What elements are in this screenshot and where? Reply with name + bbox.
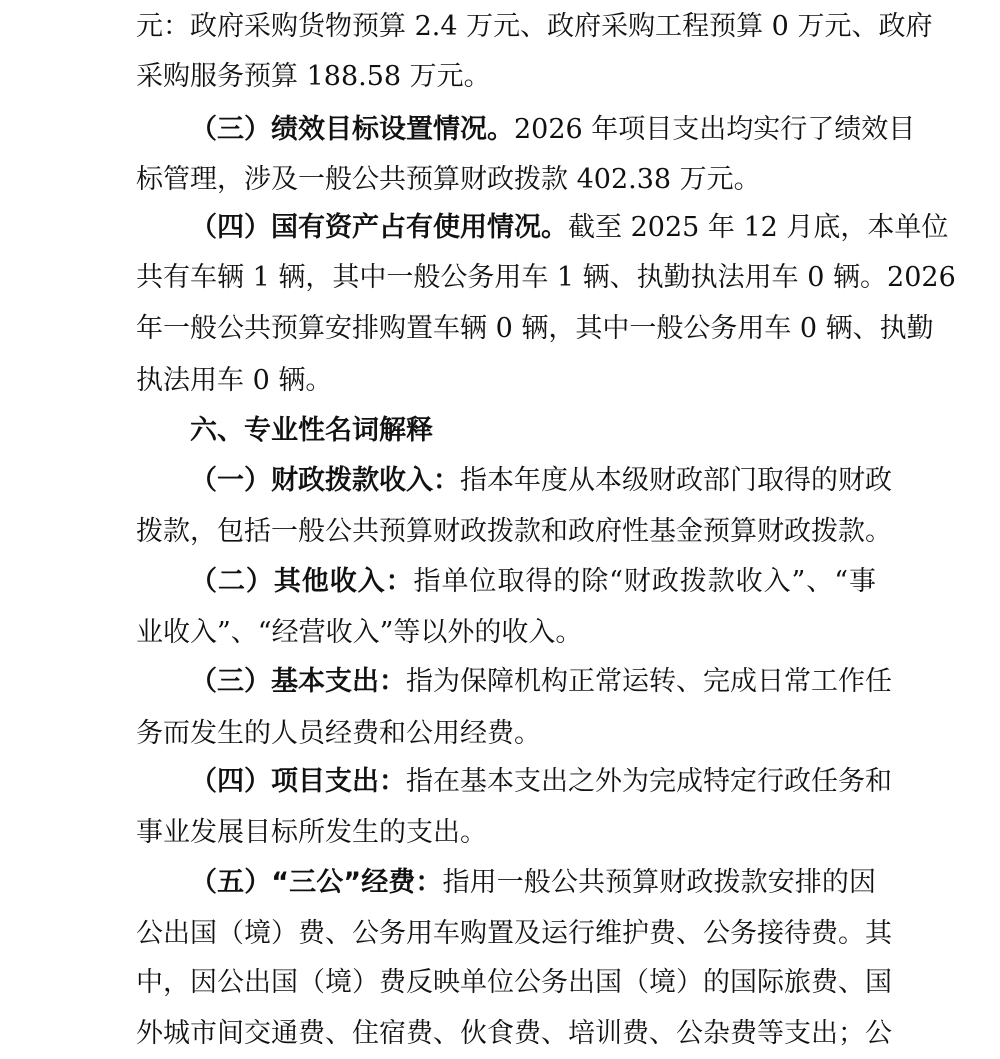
paragraph-line bbox=[190, 105, 916, 155]
line-text: 指为保障机构正常运转、完成日常工作任 bbox=[406, 666, 892, 697]
line-text: 外城市间交通费、住宿费、伙食费、培训费、公杂费等支出；公 bbox=[136, 1018, 892, 1049]
paragraph-line bbox=[136, 1009, 892, 1059]
line-text: 指用一般公共预算财政拨款安排的因 bbox=[442, 867, 876, 898]
paragraph-line bbox=[190, 456, 892, 506]
term-project-expenditure: （四）项目支出： bbox=[190, 766, 406, 797]
section-heading bbox=[190, 406, 876, 456]
paragraph-line bbox=[136, 808, 876, 858]
line-text: 指单位取得的除“财政拨款收入”、“事 bbox=[413, 566, 876, 597]
paragraph-line bbox=[190, 203, 949, 253]
paragraph-line bbox=[136, 304, 934, 354]
line-text: 2026 年项目支出均实行了绩效目 bbox=[514, 114, 916, 145]
line-text: 共有车辆 1 辆，其中一般公务用车 1 辆、执勤执法用车 0 辆。2026 bbox=[136, 262, 956, 293]
paragraph-line bbox=[136, 507, 892, 557]
section-heading-text: 六、专业性名词解释 bbox=[190, 415, 433, 446]
paragraph-line bbox=[136, 709, 876, 759]
term-other-income: （二）其他收入： bbox=[190, 566, 414, 597]
paragraph-line bbox=[136, 909, 892, 959]
line-text: 业收入”、“经营收入”等以外的收入。 bbox=[136, 617, 583, 648]
paragraph-line bbox=[136, 2, 933, 52]
line-text: 指本年度从本级财政部门取得的财政 bbox=[460, 465, 892, 496]
line-text: 年一般公共预算安排购置车辆 0 辆，其中一般公务用车 0 辆、执勤 bbox=[136, 313, 934, 344]
term-three-public-expenses: （五）“三公”经费： bbox=[190, 867, 443, 898]
line-text: 拨款，包括一般公共预算财政拨款和政府性基金预算财政拨款。 bbox=[136, 516, 892, 547]
line-text: 事业发展目标所发生的支出。 bbox=[136, 817, 487, 848]
paragraph-line bbox=[190, 657, 892, 707]
line-text: 标管理，涉及一般公共预算财政拨款 402.38 万元。 bbox=[136, 164, 761, 195]
paragraph-line bbox=[190, 858, 876, 908]
subheading-performance: （三）绩效目标设置情况。 bbox=[190, 114, 514, 145]
line-text: 采购服务预算 188.58 万元。 bbox=[136, 61, 491, 92]
subheading-assets: （四）国有资产占有使用情况。 bbox=[190, 212, 568, 243]
line-text: 执法用车 0 辆。 bbox=[136, 365, 333, 396]
line-text: 公出国（境）费、公务用车购置及运行维护费、公务接待费。其 bbox=[136, 918, 892, 949]
line-text: 元：政府采购货物预算 2.4 万元、政府采购工程预算 0 万元、政府 bbox=[136, 11, 933, 42]
paragraph-line bbox=[136, 958, 892, 1008]
paragraph-line bbox=[136, 608, 876, 658]
line-text: 务而发生的人员经费和公用经费。 bbox=[136, 718, 541, 749]
paragraph-line bbox=[136, 155, 876, 205]
line-text: 指在基本支出之外为完成特定行政任务和 bbox=[406, 766, 892, 797]
paragraph-line bbox=[136, 52, 876, 102]
term-fiscal-appropriation: （一）财政拨款收入： bbox=[190, 465, 460, 496]
paragraph-line bbox=[136, 253, 956, 303]
term-basic-expenditure: （三）基本支出： bbox=[190, 666, 406, 697]
paragraph-line bbox=[190, 757, 892, 807]
paragraph-line bbox=[136, 356, 876, 406]
line-text: 中，因公出国（境）费反映单位公务出国（境）的国际旅费、国 bbox=[136, 967, 892, 998]
line-text: 截至 2025 年 12 月底，本单位 bbox=[568, 212, 949, 243]
paragraph-line bbox=[190, 557, 876, 607]
